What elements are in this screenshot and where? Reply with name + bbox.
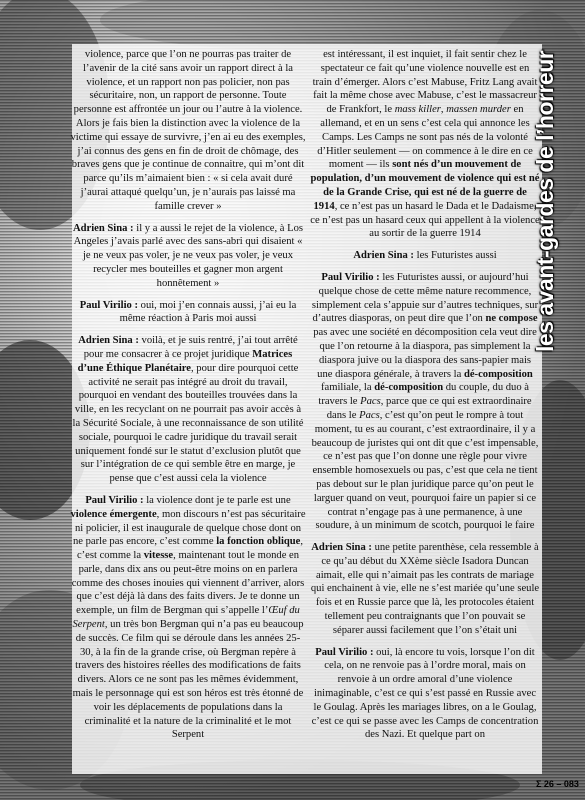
speaker-name: Adrien Sina : xyxy=(311,542,372,554)
body-text: la violence dont je te parle est une xyxy=(146,494,291,506)
paragraph xyxy=(310,48,540,241)
bold-text: ne compose xyxy=(485,313,538,325)
body-text: , maintenant tout le monde en parle, dans dix ans ou peut-être moins on en parlera comme des choses inouies qui viennent d’arriver, alors que c’est déjà là dans des faits divers. Je te donne un exemple, un film de Bergman qui s’appelle l’ xyxy=(71,550,305,617)
vertical-section-title xyxy=(532,12,562,352)
left-text-column xyxy=(70,48,306,750)
speaker-name: Paul Virilio : xyxy=(321,271,380,283)
paragraph xyxy=(70,48,306,214)
body-text: est intéressant, il est inquiet, il fait sentir chez le spectateur ce fait qu’une violence nouvelle est en train d’émerger. Alors c’est Mabuse, Fritz Lang avait fait la même chose avec Mabuse, c’est le massacreur de Frankfort, le xyxy=(312,49,538,116)
body-text: , pour dire pourquoi cette activité ne serait pas intégré au droit du travail, pourquoi en vendant des bouteilles trouvées dans la ville, en les recyclant on ne pourrait pas avoir accès à la Sécurité Sociale, à une reconnaissance de son utilité sociale, pourquoi le cadre juridique du travail serait uniquement fondé sur le statut d’exclusion plutôt que sur l’intégration de ce qui semble être en marge, je pense que c’est aussi cela la violence xyxy=(72,362,304,485)
paragraph xyxy=(70,334,306,486)
italic-text: massen murder xyxy=(446,104,511,116)
body-text: , un très bon Bergman qui n’a pas eu beaucoup de succès. Ce film qui se déroule dans les années 25-30, à la fin de la grande crise, où Bergman repère à travers des histoires réelles des modifications de faits divers. Alors ce ne sont pas les mêmes évidemment, mais le personnage qui est son héros est très étonné de voir les déplacements de populations dans la criminalité et la nature de la criminalité et le mot Serpent xyxy=(72,619,304,741)
paragraph xyxy=(310,271,540,533)
right-text-column xyxy=(310,48,540,750)
body-text: , parce que ce qui est extraordinaire dans le xyxy=(326,396,532,421)
paragraph xyxy=(310,541,540,638)
italic-text: Œuf du Serpent xyxy=(72,605,300,631)
body-text: une petite parenthèse, cela ressemble à ce qu’au début du XXème siècle Isadora Duncan aimait, elle qui n’aimait pas les contrats de mariage qui enchainent à vie, elle ne s’est mariée qu’une seule fois et en Russie parce que là, les protocoles étaient tellement peu contraignants que l’on pouvait se séparer aussi facilement que l’on s’était uni xyxy=(310,542,540,636)
paragraph xyxy=(70,299,306,327)
body-text: , c’est comme la xyxy=(76,536,304,562)
body-text: les Futuristes aussi xyxy=(416,250,497,262)
body-text: en allemand, et en un sens c’est cela qui annonce les Camps. Les Camps ne sont pas nés de la volonté d’Hitler seulement — on commence à le dire en ce moment — ils xyxy=(317,104,533,171)
speaker-name: Adrien Sina : xyxy=(353,250,414,262)
body-text: , xyxy=(440,104,447,116)
body-text: oui, là encore tu vois, lorsque l’on dit cela, on ne renvoie pas à l’ordre moral, mais on renvoie à un ordre amoral d’une violence inimaginable, c’est ce qui s’est passé en Russie avec le Goulag. Après les mariages libres, on a le Goulag, c’est ce qui se passe avec les Camps de concentration des Nazi. Et quelque part on xyxy=(311,646,539,741)
speaker-name: Adrien Sina : xyxy=(72,222,134,234)
italic-text: Pacs xyxy=(359,409,380,421)
paragraph xyxy=(70,222,306,291)
page-folio: Σ 26 – 083 xyxy=(536,779,579,789)
body-text: du couple, du duo à travers le xyxy=(318,382,530,408)
body-text: pas avec une société en décomposition cela veut dire que l’on retourne à la diaspora, pas simplement la diaspora juive ou la diaspora des sans-papier mais une diaspora générale, à travers la xyxy=(313,327,537,380)
bold-text: violence émergente xyxy=(70,508,157,520)
speaker-name: Paul Virilio : xyxy=(85,494,144,506)
bold-text: sont nés d’un mouvement de population, d’un mouvement de violence qui est né de la Grande Crise xyxy=(310,159,540,198)
bold-text: Matrices d’une Éthique Planétaire xyxy=(77,348,293,374)
body-text: oui, moi j’en connais aussi, j’ai eu la même réaction à Paris moi aussi xyxy=(119,299,297,325)
paragraph xyxy=(310,646,540,743)
italic-text: Pacs xyxy=(360,396,381,408)
body-text: , mon discours n’est pas sécuritaire ni policier, il est inaugurale de quelque chose dont on ne parle pas encore, c’est comme xyxy=(72,508,306,548)
body-text: familiale, la xyxy=(320,382,375,394)
speaker-name: Paul Virilio : xyxy=(79,299,138,311)
speaker-name: Paul Virilio : xyxy=(315,646,374,658)
body-text: il y a aussi le rejet de la violence, à Los Angeles j’avais parlé avec des sans-abri qui disaient « je ne veux pas voler, je ne veux pas voler, je veux recycler mes bouteilles et gagner mon argent honnêtement » xyxy=(73,222,304,289)
paragraph xyxy=(70,494,306,742)
italic-text: mass killer xyxy=(394,104,441,116)
section-title-text: les avant-gardes de l’horreur xyxy=(532,50,558,352)
bold-text: la fonction oblique xyxy=(216,536,301,548)
speaker-name: Adrien Sina : xyxy=(78,335,139,347)
body-text: les Futuristes aussi, or aujourd’hui quelque chose de cette même nature recommence, simplement cela s’appuie sur d’autres techniques, sur d’autres diasporas, on peut dire que l’on xyxy=(311,271,539,325)
bold-text: dé-composition xyxy=(374,382,444,394)
body-text: voilà, et je suis rentré, j’ai tout arrêté pour me consacrer à ce projet juridique xyxy=(83,335,298,360)
bold-text: vitesse xyxy=(143,550,174,562)
bold-text: dé-composition xyxy=(463,368,533,380)
bold-text: , qui est né de la guerre de 1914 xyxy=(313,186,527,212)
body-text: violence, parce que l’on ne pourras pas traiter de l’avenir de la cité sans avoir un rapport direct à la violence, et un rapport non pas policier, non pas sécuritaire, non, un rapport de personne. Toute personne est affrontée un jour ou l’autre à la violence. Alors je fais bien la distinction avec la violence de la victime qui essaye de survivre, j’en ai eu des exemples, j’ai connus des gens en fin de droit de chômage, des braves gens que je continue de connaitre, qui m’ont dit parce qu’ils m’aimaient bien : « si cela avait duré j’aurai attaqué quelqu’un, je n’aurais pas laissé ma famille crever » xyxy=(70,49,306,212)
body-text: , c’est qu’on peut le rompre à tout moment, tu es au courant, c’est extraordinaire, il y a beaucoup de juristes qui ont dit que c’est impensable, ce n’est pas que l’on donne une règle pour vivre ensemble homosexuels ou pas, c’est que cela ne tient pas debout sur le plan juridique parce qu’on peut le larguer quand on veut, pourquoi faire un papier si ce contrat n’engage pas à une permanence, à une soudure, à un minimum de scotch, pourquoi le faire xyxy=(311,409,539,532)
body-text: , ce n’est pas un hasard le Dada et le Dadaisme, ce n’est pas un hasard ceux qui appellent à la violence au sortir de la guerre 1914 xyxy=(310,200,540,240)
paragraph xyxy=(310,249,540,263)
